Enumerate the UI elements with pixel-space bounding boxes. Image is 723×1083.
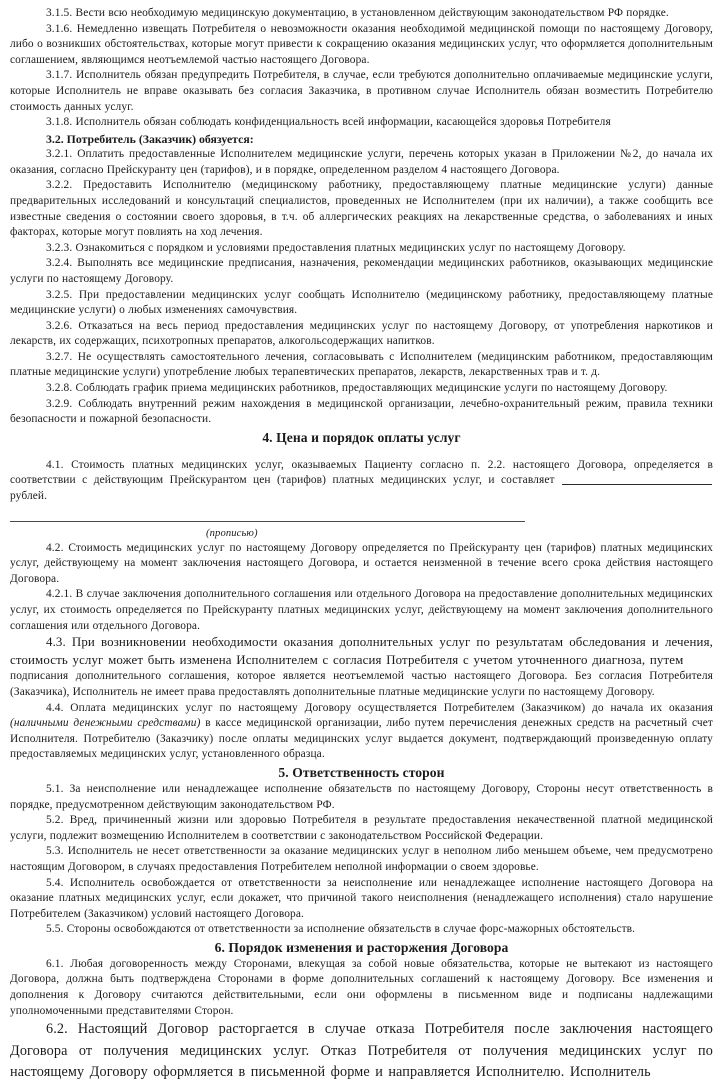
document-body [10,6,713,1083]
amount-blank-field[interactable] [562,484,712,485]
section-heading-5: 5. Ответственность сторон [278,764,445,780]
clause-4-2-1: 4.2.1. В случае заключения дополнительного соглашения или отдельного Договора на предоставление дополнительных медицинских услуг, их стоимость определяется по Прейскуранту платных медицинских услуг, действующему на момент заключения дополнительного соглашения или отдельного Договора. [10,588,713,632]
clause-4-3-part2: подписания дополнительного соглашения, которое является неотъемлемой частью настоящего Договора. Без согласия Потребителя (Заказчика), Исполнитель не имеет права предоставлять дополнительные платные медицинские услуги по настоящему Договору. [10,670,713,698]
amount-in-words-rule-row [10,512,713,527]
clause-4-4-italic-run: (наличными денежными средствами) [10,717,201,730]
clause-5-2: 5.2. Вред, причиненный жизни или здоровью Потребителя в результате предоставления некачественной платной медицинской услуги, подлежит возмещению Исполнителем в соответствии с законодательством Российской Федерации. [10,814,713,842]
clause-3-2-4: 3.2.4. Выполнять все медицинские предписания, назначения, рекомендации медицинских работников, оказывающих медицинские услуги по настоящему Договору. [10,257,713,285]
amount-in-words-rule [10,521,525,522]
subheading-3-2: 3.2. Потребитель (Заказчик) обязуется: [46,131,254,146]
clause-3-2-9: 3.2.9. Соблюдать внутренний режим нахождения в медицинской организации, лечебно-охранительный режим, правила техники безопасности и пожарной безопасности. [10,397,713,426]
clause-4-2: 4.2. Стоимость медицинских услуг по настоящему Договору определяется по Прейскуранту цен (тарифов) платных медицинских услуг, действующему на момент заключения настоящего Договора, и остается неизменной в течение всего срока действия настоящего Договора. [10,541,713,585]
clause-5-3: 5.3. Исполнитель не несет ответственности за оказание медицинских услуг в неполном либо меньшем объеме, чем предусмотрено настоящим Договором, в случаях предоставления Потребителем неполной информации о своем здоровье. [10,845,713,873]
clause-3-2-3: 3.2.3. Ознакомиться с порядком и условиями предоставления платных медицинских услуг по настоящему Договору. [46,241,626,254]
clause-6-1: 6.1. Любая договоренность между Сторонами, влекущая за собой новые обязательства, которые не вытекают из настоящего Договора, должна быть подтверждена Сторонами в форме дополнительных соглашений к настоящему Договору. Все изменения и дополнения к Договору считаются действительными, если они оформлены в письменном виде и подписаны надлежащими уполномоченными представителями Сторон. [10,957,713,1017]
clause-5-1: 5.1. За неисполнение или ненадлежащее исполнение обязательств по настоящему Договору, Стороны несут ответственность в порядке, предусмотренном действующим законодательством РФ. [10,782,713,811]
clause-4-1-text-after: рублей. [10,490,48,503]
clause-5-4: 5.4. Исполнитель освобождается от ответственности за неисполнение или ненадлежащее исполнение настоящего Договора на оказание платных медицинских услуг, если докажет, что причиной такого неисполнения (ненадлежащего исполнения) стало нарушение Потребителем (Заказчиком) условий настоящего Договора. [10,876,713,920]
clause-4-3-part1: 4.3. При возникновении необходимости оказания дополнительных услуг по результатам обследования и лечения, стоимость услуг может быть изменена Исполнителем с согласия Потребителя с учетом уточненного диагноза, путем [10,635,713,667]
clause-4-4 [10,701,713,763]
clause-4-1-text-before: 4.1. Стоимость платных медицинских услуг, оказываемых Пациенту согласно п. 2.2. настоящего Договора, определяется в соответствии с действующим Прейскурантом цен (тарифов) платных медицинских услуг, и составляет [10,458,713,487]
clause-3-2-8: 3.2.8. Соблюдать график приема медицинских работников, предоставляющих медицинские услуги по настоящему Договору. [46,382,668,395]
clause-3-2-1: 3.2.1. Оплатить предоставленные Исполнителем медицинские услуги, перечень которых указан в Приложении №2, до начала их оказания, согласно Прейскуранту цен (тарифов), и в порядке, определенном разделом 4 настоящего Договора. [10,148,713,176]
section-heading-6: 6. Порядок изменения и расторжения Договора [214,939,509,955]
clause-3-1-7: 3.1.7. Исполнитель обязан предупредить Потребителя, в случае, если требуются дополнительно оплачиваемые медицинские услуги, которые Исполнитель не вправе оказывать без согласия Заказчика, в противном случае Исполнитель обязан возместить Потребителю стоимость данных услуг. [10,69,713,113]
clause-5-5: 5.5. Стороны освобождаются от ответственности за исполнение обязательств в случае форс-мажорных обстоятельств. [46,923,636,936]
clause-3-2-6: 3.2.6. Отказаться на весь период предоставления медицинских услуг по настоящему Договору, от употребления наркотиков и лекарств, их содержащих, психотропных препаратов, алкогольсодержащих напитков. [10,319,713,348]
spacer [10,447,713,458]
clause-3-2-5: 3.2.5. При предоставлении медицинских услуг сообщать Исполнителю (медицинскому работнику, предоставляющему платные медицинские услуги) о любых изменениях самочувствия. [10,288,713,317]
clause-6-2: 6.2. Настоящий Договор расторгается в случае отказа Потребителя после заключения настоящего Договора от получения медицинских услуг. Отказ Потребителя от получения медицинских услуг по настоящему Договору оформляется в письменной форме и направляется Исполнителю. Исполнитель [10,1021,713,1080]
clause-4-4-text-after: в кассе медицинской организации, либо путем перечисления денежных средств на расчетный счет Исполнителя. Потребителю (Заказчику) после оплаты медицинских услуг выдается документ, подтверждающий произведенную оплату предоставляемых медицинских услуг, установленного образца. [10,717,714,761]
clause-3-2-2: 3.2.2. Предоставить Исполнителю (медицинскому работнику, предоставляющему платные медицинские услуги) данные предварительных исследований и консультаций специалистов, проведенных не Исполнителем (при их наличии), а также сообщить все известные сведения о состоянии своего здоровья, в т.ч. об аллергических реакциях на лекарственные средства, о заболеваниях и иных факторах, которые могут повлиять на ход лечения. [10,179,713,239]
clause-3-1-8: 3.1.8. Исполнитель обязан соблюдать конфиденциальность всей информации, касающейся здоровья Потребителя [46,116,611,129]
spacer [10,505,713,512]
clause-3-1-6: 3.1.6. Немедленно извещать Потребителя о невозможности оказания необходимой медицинской помощи по настоящему Договору, либо о возникших обстоятельствах, которые могут привести к сокращению оказания медицинских услуг, что оформляется дополнительным соглашением, являющимся неотъемлемой частью настоящего Договора. [10,22,713,66]
section-heading-4: 4. Цена и порядок оплаты услуг [262,429,461,445]
clause-4-4-text-before: 4.4. Оплата медицинских услуг по настоящему Договору осуществляется Потребителем (Заказчиком) до начала их оказания [46,701,713,714]
amount-in-words-caption: (прописью) [206,527,258,539]
clause-4-1 [10,458,713,505]
clause-3-2-7: 3.2.7. Не осуществлять самостоятельного лечения, согласовывать с Исполнителем (медицинским работником, предоставляющим платные медицинские услуги) употребление любых терапевтических препаратов, лекарств, лекарственных трав и т. д. [10,350,713,379]
clause-3-1-5: 3.1.5. Вести всю необходимую медицинскую документацию, в установленном действующим законодательством РФ порядке. [46,7,669,19]
